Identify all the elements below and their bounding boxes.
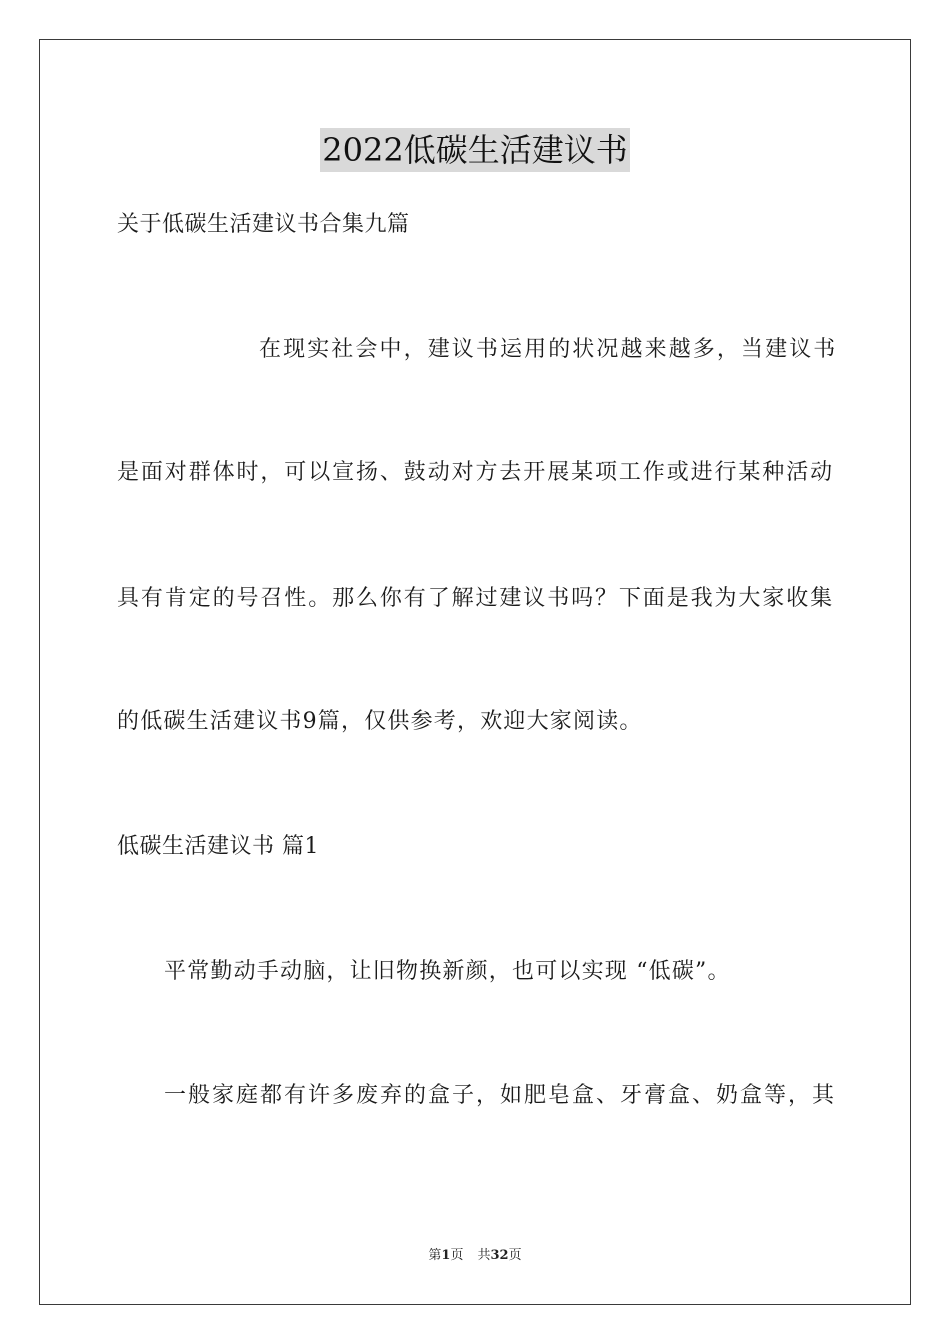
footer-page-number: 1: [441, 1248, 451, 1263]
section-heading: 低碳生活建议书 篇1: [117, 834, 319, 859]
document-title-container: [0, 128, 950, 172]
intro-line-1: 在现实社会中，建议书运用的状况越来越多，当建议书: [259, 337, 838, 362]
body-line-2: 一般家庭都有许多废弃的盒子，如肥皂盒、牙膏盒、奶盒等，其: [164, 1083, 837, 1108]
footer-total-suffix: 页: [508, 1248, 522, 1263]
document-title: 2022低碳生活建议书: [320, 128, 629, 172]
body-line-1: 平常勤动手动脑，让旧物换新颜，也可以实现 “低碳”。: [164, 959, 731, 984]
footer-total-prefix: 共: [477, 1248, 491, 1263]
footer-page-suffix: 页: [450, 1248, 464, 1263]
footer-page-prefix: 第: [428, 1248, 442, 1263]
document-subtitle: 关于低碳生活建议书合集九篇: [117, 212, 410, 237]
intro-line-3: 具有肯定的号召性。那么你有了解过建议书吗？下面是我为大家收集: [117, 586, 835, 611]
footer-total-pages: 32: [490, 1248, 509, 1263]
intro-line-2: 是面对群体时，可以宣扬、鼓动对方去开展某项工作或进行某种活动: [117, 460, 835, 485]
intro-line-4: 的低碳生活建议书9篇，仅供参考，欢迎大家阅读。: [117, 709, 643, 734]
page-footer: [0, 1247, 950, 1265]
